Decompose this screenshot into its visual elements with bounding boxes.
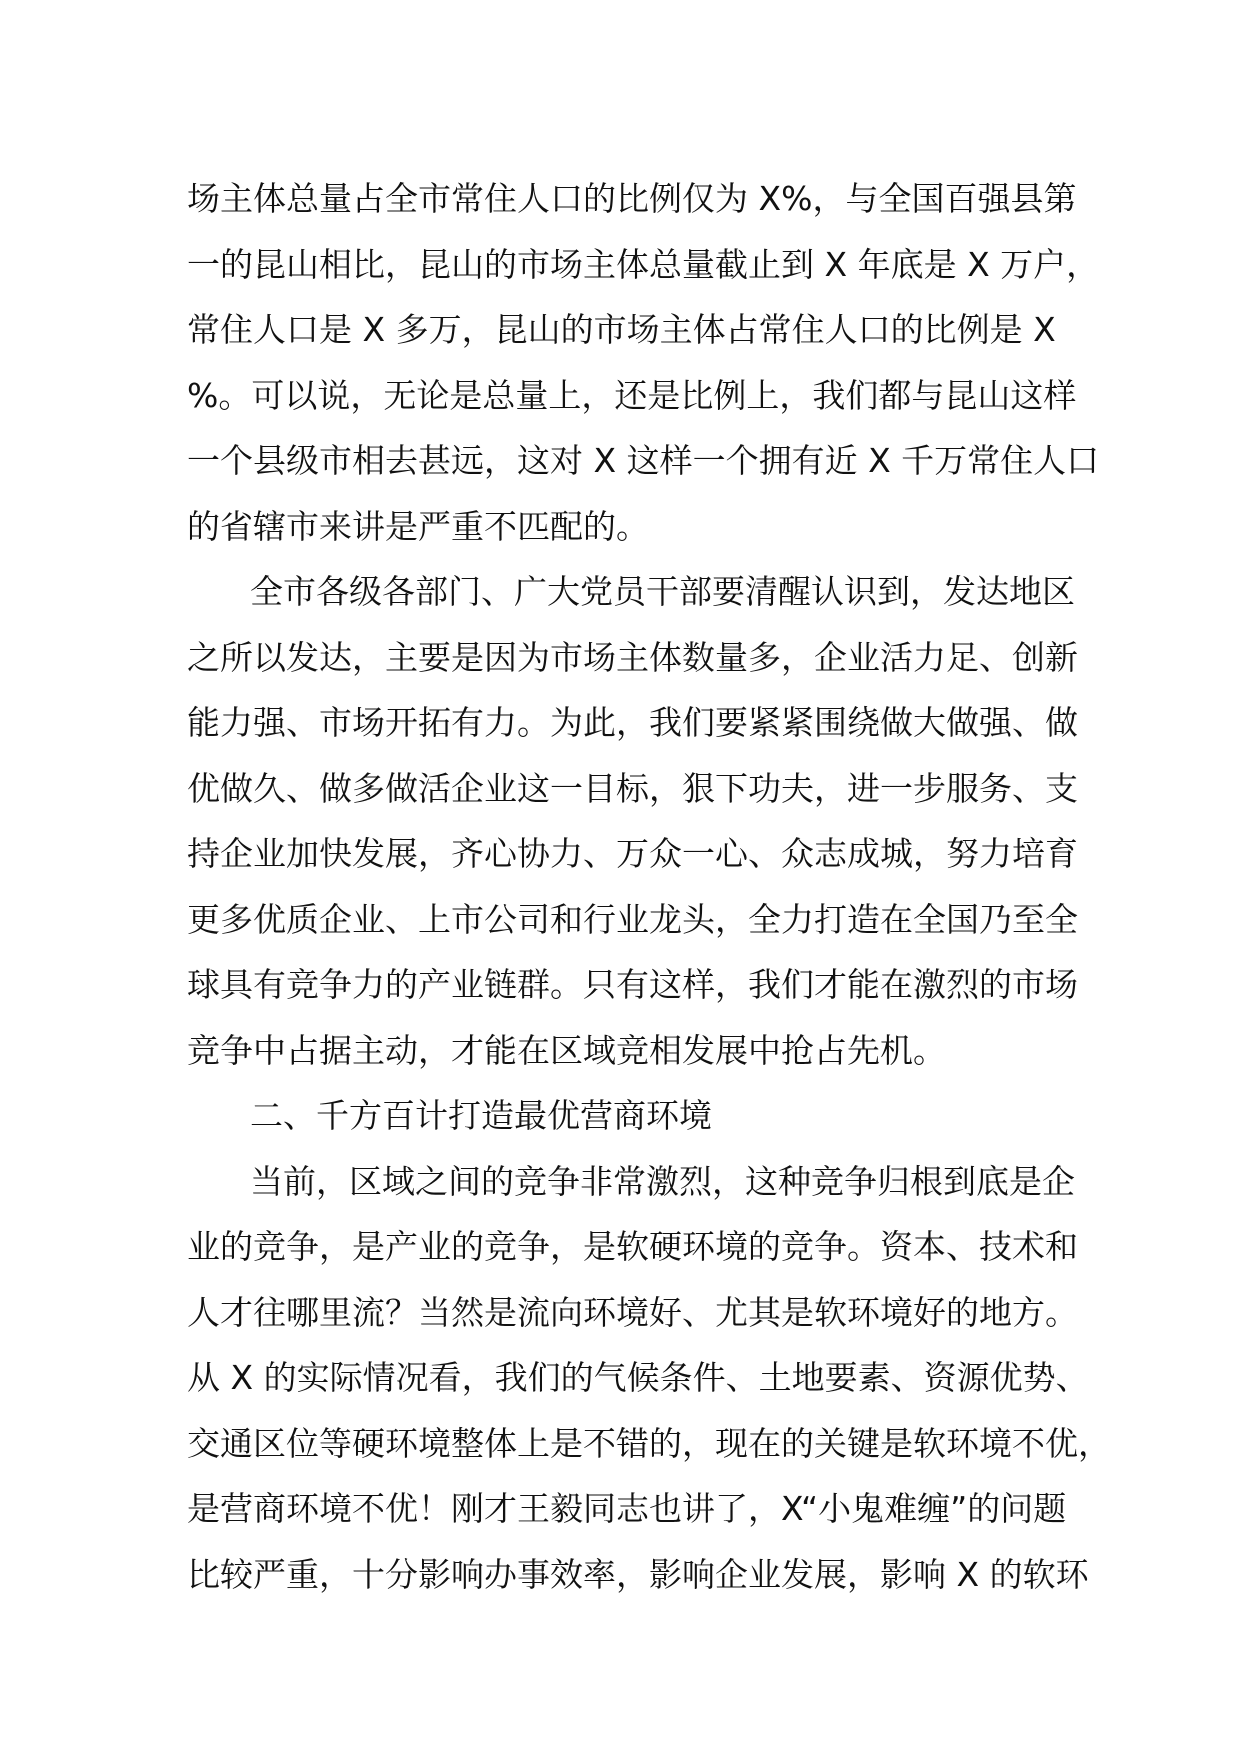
text-line: 交通区位等硬环境整体上是不错的，现在的关键是软环境不优， [187, 1423, 1111, 1463]
document-body [187, 166, 1111, 1607]
text-line: 之所以发达，主要是因为市场主体数量多，企业活力足、创新 [187, 637, 1078, 677]
text-line: 是营商环境不优！刚才王毅同志也讲了，X“小鬼难缠”的问题 [187, 1489, 1067, 1528]
text-line: 一的昆山相比，昆山的市场主体总量截止到 X 年底是 X 万户， [187, 244, 1100, 284]
heading-line: 二、千方百计打造最优营商环境 [250, 1096, 712, 1135]
paragraph-2 [187, 559, 1078, 1083]
paragraph-1 [187, 166, 1100, 559]
text-line: 业的竞争，是产业的竞争，是软硬环境的竞争。资本、技术和 [187, 1227, 1078, 1266]
text-line: 持企业加快发展，齐心协力、万众一心、众志成城，努力培育 [187, 834, 1078, 873]
text-line: 常住人口是 X 多万，昆山的市场主体占常住人口的比例是 X [187, 310, 1056, 349]
text-line: 从 X 的实际情况看，我们的气候条件、土地要素、资源优势、 [187, 1358, 1089, 1397]
text-line: 全市各级各部门、广大党员干部要清醒认识到，发达地区 [250, 572, 1075, 611]
text-line: 的省辖市来讲是严重不匹配的。 [187, 506, 649, 546]
text-line: 人才往哪里流？当然是流向环境好、尤其是软环境好的地方。 [187, 1292, 1078, 1332]
text-line: 能力强、市场开拓有力。为此，我们要紧紧围绕做大做强、做 [187, 703, 1078, 742]
section-heading [187, 1083, 1067, 1149]
text-line: 球具有竞争力的产业链群。只有这样，我们才能在激烈的市场 [187, 965, 1078, 1004]
paragraph-3 [187, 1149, 1111, 1608]
text-line: %。可以说，无论是总量上，还是比例上，我们都与昆山这样 [187, 375, 1077, 415]
text-line: 竞争中占据主动，才能在区域竞相发展中抢占先机。 [187, 1030, 946, 1070]
text-line: 场主体总量占全市常住人口的比例仅为 X%，与全国百强县第 [187, 179, 1077, 218]
text-line: 一个县级市相去甚远，这对 X 这样一个拥有近 X 千万常住人口 [187, 441, 1100, 480]
text-line: 当前，区域之间的竞争非常激烈，这种竞争归根到底是企 [250, 1161, 1075, 1201]
text-line: 更多优质企业、上市公司和行业龙头，全力打造在全国乃至全 [187, 899, 1078, 939]
text-line: 优做久、做多做活企业这一目标，狠下功夫，进一步服务、支 [187, 768, 1078, 808]
text-line: 比较严重，十分影响办事效率，影响企业发展，影响 X 的软环 [187, 1554, 1089, 1594]
